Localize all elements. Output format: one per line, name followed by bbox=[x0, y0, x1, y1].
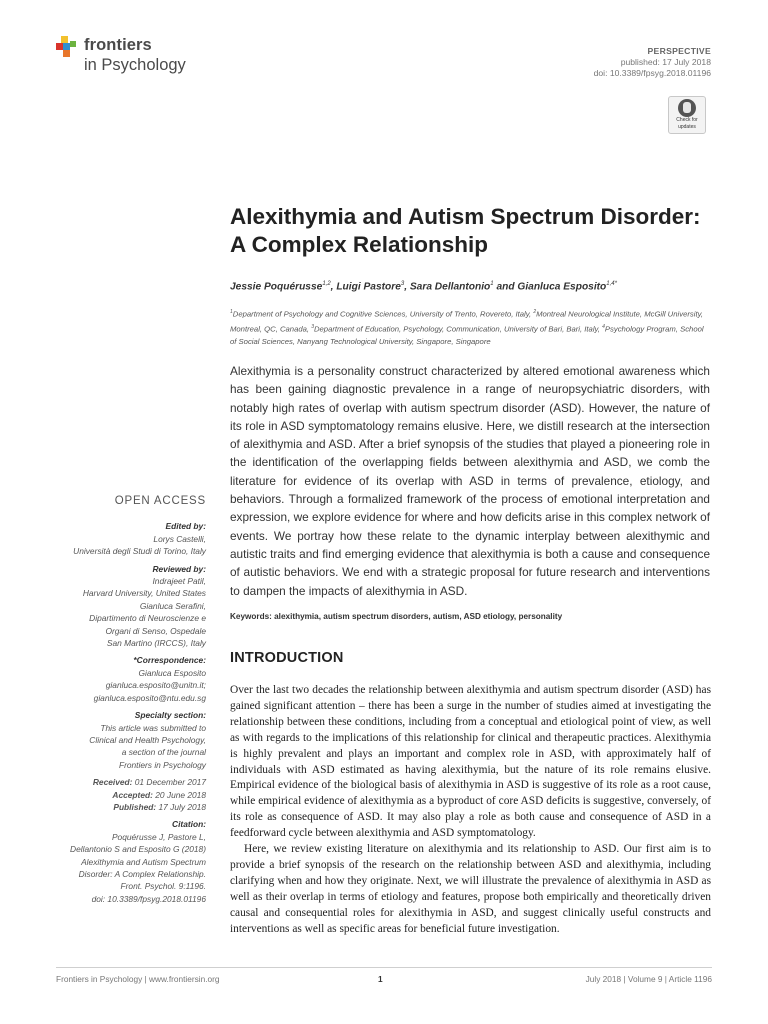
editor-line[interactable]: Lorys Castelli, bbox=[153, 533, 206, 544]
reviewed-by-label: Reviewed by: bbox=[152, 563, 206, 574]
article-header-meta bbox=[594, 46, 711, 79]
affiliation-sup: 4 bbox=[602, 323, 605, 330]
footer-divider bbox=[56, 967, 712, 968]
author-name[interactable]: Luigi Pastore bbox=[336, 281, 401, 293]
affiliation-sup: 3 bbox=[311, 323, 314, 330]
body-paragraph: Over the last two decades the relationship between alexithymia and autism spectrum disorder (ASD) has gained significant attention – there has been a surge in the number of studies aimed at investigating the relationship between these conditions, including from a conceptual and etiological point of view, as well as with regards to the implications of this relationship for clinical and therapeutic practices. Alexithymia is highly prevalent and plays an important and complex role in ASD, with approximately half of individuals with ASD estimated as having alexithymia, but the nature of its role remains elusive. Empirical evidence of the biological basis of alexithymia in ASD is suggestive of its role as a root cause, while empirical evidence of alexithymia as a byproduct of core ASD deficits is suggestive, conversely, of its role as consequence of ASD. It may also play a role as both cause and consequence of ASD in a feedforward cycle between alexithymia and ASD symptomatology. bbox=[230, 684, 711, 840]
author-affiliation-sup: 3 bbox=[400, 281, 405, 287]
open-access-label: OPEN ACCESS bbox=[114, 495, 206, 507]
frontiers-logo-icon bbox=[56, 36, 78, 58]
author-affiliation-sup: 1,2 bbox=[322, 281, 331, 287]
editor-line: Università degli Studi di Torino, Italy bbox=[73, 546, 206, 557]
introduction-body bbox=[230, 683, 711, 938]
accepted-row bbox=[56, 789, 206, 801]
affiliation: Department of Education, Psychology, Communication, University of Bari, Bari, Italy, bbox=[313, 324, 603, 334]
accepted-label: Accepted: bbox=[112, 789, 153, 800]
section-heading-introduction: INTRODUCTION bbox=[230, 650, 344, 666]
article-info-sidebar bbox=[56, 495, 206, 905]
check-badge-line1: Check for bbox=[676, 117, 698, 123]
correspondence-email[interactable]: gianluca.esposito@unitn.it; bbox=[105, 680, 206, 691]
author-affiliation-sup: 1 bbox=[490, 281, 494, 287]
reviewer-line: San Martino (IRCCS), Italy bbox=[106, 638, 206, 649]
author-affiliation-sup: 1,4* bbox=[606, 281, 617, 287]
bookmark-icon bbox=[678, 99, 696, 117]
footer-journal-link[interactable]: Frontiers in Psychology | www.frontiersin.org bbox=[56, 974, 220, 984]
check-badge-line2: updates bbox=[678, 123, 696, 130]
specialty-section-label: Specialty section: bbox=[134, 710, 206, 721]
affiliation: Psychology Program, School of Social Sciences, Nanyang Technological University, Singapore, Singapore bbox=[230, 324, 704, 347]
affiliation: Montreal Neurological Institute, McGill University, Montreal, QC, Canada, bbox=[230, 309, 703, 334]
published-date-sidebar: 17 July 2018 bbox=[158, 801, 206, 812]
accepted-date: 20 June 2018 bbox=[155, 789, 206, 800]
citation-line: Dellantonio S and Esposito G (2018) bbox=[70, 844, 206, 855]
reviewer-line: Harvard University, United States bbox=[82, 588, 206, 599]
affiliation: Department of Psychology and Cognitive Sciences, University of Trento, Rovereto, Italy, bbox=[232, 309, 534, 319]
citation-line: Poquérusse J, Pastore L, bbox=[111, 831, 206, 842]
specialty-line: Frontiers in Psychology bbox=[118, 759, 206, 770]
specialty-line: This article was submitted to bbox=[100, 722, 206, 733]
author-name[interactable]: Jessie Poquérusse bbox=[230, 281, 323, 293]
article-doi[interactable]: doi: 10.3389/fpsyg.2018.01196 bbox=[593, 68, 711, 78]
specialty-line: Clinical and Health Psychology, bbox=[89, 734, 206, 745]
received-date: 01 December 2017 bbox=[134, 777, 206, 788]
journal-logo[interactable] bbox=[56, 34, 206, 84]
keywords: Keywords: alexithymia, autism spectrum disorders, autism, ASD etiology, personality bbox=[230, 612, 563, 621]
published-date: published: 17 July 2018 bbox=[620, 57, 711, 67]
author-name[interactable]: Gianluca Esposito bbox=[517, 281, 607, 293]
article-type: PERSPECTIVE bbox=[647, 46, 711, 56]
footer-volume-info: July 2018 | Volume 9 | Article 1196 bbox=[585, 974, 712, 984]
correspondence-label: *Correspondence: bbox=[133, 655, 206, 666]
journal-name-line2: in Psychology bbox=[84, 56, 186, 74]
received-row bbox=[56, 776, 206, 788]
reviewer-line[interactable]: Gianluca Serafini, bbox=[139, 600, 206, 611]
affiliation-sup: 1 bbox=[230, 309, 233, 315]
citation-doi[interactable]: doi: 10.3389/fpsyg.2018.01196 bbox=[91, 893, 206, 904]
author-list: Jessie Poquérusse$^{1,2}$, Luigi Pastore$^3$, Sara Dellantonio$^1$ and Gianluca Esposito$^{1,4*}$ bbox=[230, 281, 617, 293]
page-number: 1 bbox=[378, 974, 383, 984]
citation-line: Front. Psychol. 9:1196. bbox=[120, 881, 206, 892]
correspondence-email[interactable]: gianluca.esposito@ntu.edu.sg bbox=[93, 692, 206, 703]
abstract: Alexithymia is a personality construct characterized by altered emotional awareness which has been gaining diagnostic prevalence in a range of neuropsychiatric disorders, with notably high rates of overlap with autism spectrum disorder (ASD). However, the nature of its role in ASD symptomatology remains elusive. Here, we distill research at the intersection of alexithymia and ASD. After a brief synopsis of the studies that played a pioneering role in the identification of the overlapping fields between alexithymia and ASD, we comb the literature for evidence of its overlap with ASD in terms of prevalence, etiology, and behaviors. Through a formalized framework of the process of emotional interpretation and expression, we explore evidence for where and how deficits arise in this complex network of events. We portray how these relate to the dynamic interplay between alexithymic and autistic traits and find emerging evidence that alexithymia is both a cause and consequence of autistic behaviors. We end with a strategic proposal for future research and interventions to dampen the impacts of alexithymia in ASD. bbox=[230, 364, 710, 598]
citation-label: Citation: bbox=[172, 819, 206, 830]
received-label: Received: bbox=[92, 777, 133, 788]
citation-line: Disorder: A Complex Relationship. bbox=[78, 868, 206, 879]
author-name[interactable]: Sara Dellantonio bbox=[409, 281, 491, 293]
check-for-updates-badge[interactable] bbox=[668, 96, 706, 134]
article-title: Alexithymia and Autism Spectrum Disorder: A Complex Relationship bbox=[230, 204, 701, 257]
published-label: Published: bbox=[113, 801, 157, 812]
reviewer-line: Dipartimento di Neuroscienze e bbox=[89, 613, 206, 624]
body-paragraph: Here, we review existing literature on alexithymia and its relationship to ASD. Our first aim is to provide a brief synopsis of the research on the relationship between ASD and alexithymia, including clarifying when and how they originate. Next, we will illustrate the prevalence of alexithymia in ASD as well as their overlap in terms of etiology and features, propose both empirically and theoretically driven causal and consequential roles for alexithymia in ASD, and suggest clinically useful constructs and interventions as well as specific areas for beneficial future investigation. bbox=[230, 843, 711, 935]
affiliations bbox=[230, 306, 710, 348]
specialty-line: a section of the journal bbox=[121, 747, 206, 758]
reviewer-line: Organi di Senso, Ospedale bbox=[105, 625, 206, 636]
correspondence-line: Gianluca Esposito bbox=[138, 667, 206, 678]
citation-line: Alexithymia and Autism Spectrum bbox=[81, 856, 206, 867]
reviewer-line[interactable]: Indrajeet Patil, bbox=[152, 576, 206, 587]
published-row bbox=[56, 801, 206, 813]
journal-name-line1: frontiers bbox=[84, 36, 152, 54]
affiliation-sup: 2 bbox=[533, 309, 537, 315]
edited-by-label: Edited by: bbox=[165, 521, 206, 532]
